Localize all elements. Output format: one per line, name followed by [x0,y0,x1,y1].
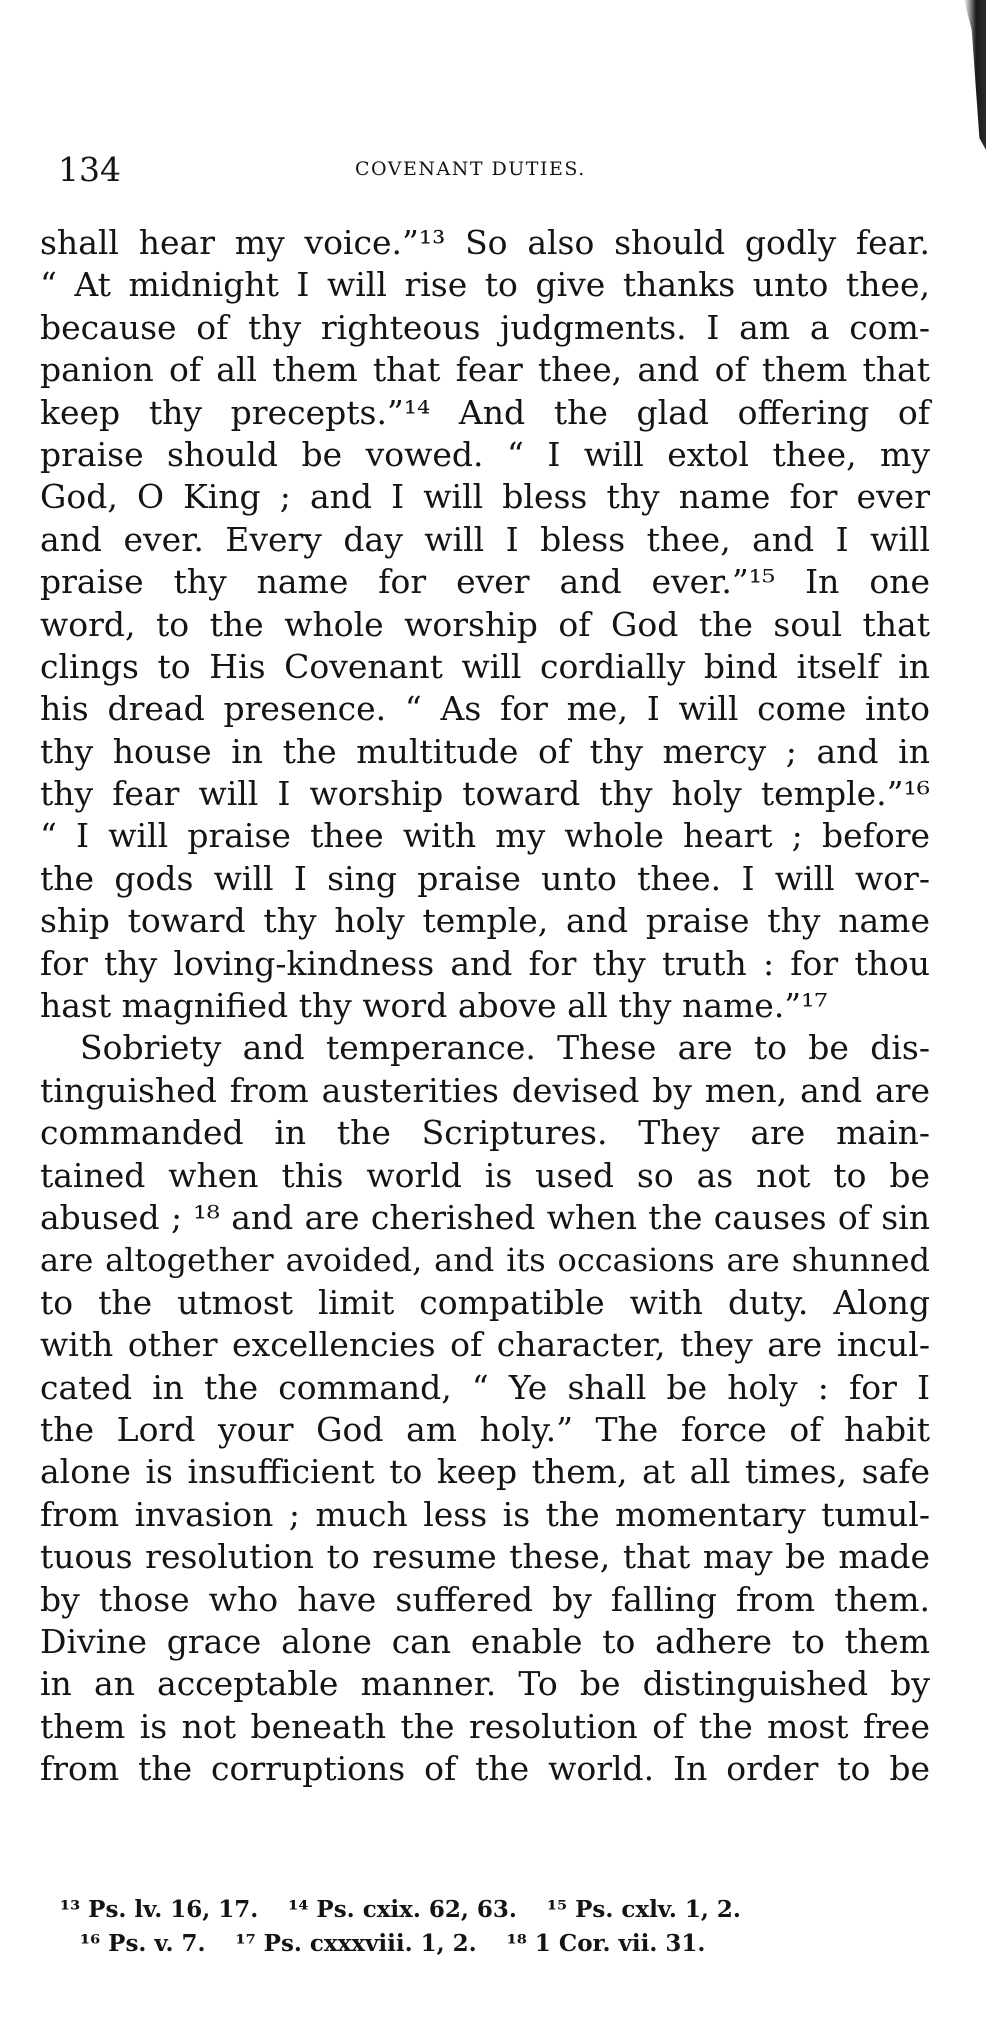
page-number: 134 [58,150,121,189]
text-line: keep thy precepts.”¹⁴ And the glad offering of [40,392,930,432]
text-line: because of thy righteous judgments. I am a com- [40,307,930,347]
text-line: with other excellencies of character, they are incul- [40,1325,930,1365]
text-line: praise thy name for ever and ever.”¹⁵ In one [40,562,930,602]
footnote-line [60,1893,910,1927]
text-line: God, O King ; and I will bless thy name for ever [40,477,930,517]
footnote-line [60,1927,910,1961]
text-line: from invasion ; much less is the momentary tumul- [40,1494,930,1534]
running-head [0,150,1000,190]
text-line: the Lord your God am holy.” The force of habit [40,1409,930,1449]
footnote-17: ¹⁷ Ps. cxxxviii. 1, 2. [235,1930,477,1957]
paragraph-end-line: hast magnified thy word above all thy name.”¹⁷ [40,986,828,1026]
text-line: and ever. Every day will I bless thee, and I will [40,519,930,559]
text-line: thy house in the multitude of thy mercy ; and in [40,731,930,771]
running-title: COVENANT DUTIES. [355,158,586,180]
page-edge-shadow [964,0,986,150]
text-line: tuous resolution to resume these, that may be made [40,1537,930,1577]
footnotes [60,1893,910,1961]
text-line: “ I will praise thee with my whole heart ; before [40,816,930,856]
text-line: ship toward thy holy temple, and praise thy name [40,901,930,941]
footnote-14: ¹⁴ Ps. cxix. 62, 63. [288,1896,517,1923]
text-line: to the utmost limit compatible with duty. Along [40,1282,930,1322]
text-line: clings to His Covenant will cordially bind itself in [40,646,930,686]
footnote-18: ¹⁸ 1 Cor. vii. 31. [506,1930,706,1957]
text-line: panion of all them that fear thee, and of them that [40,350,930,390]
text-line: “ At midnight I will rise to give thanks unto thee, [40,265,930,305]
text-line: abused ; ¹⁸ and are cherished when the causes of sin [40,1197,930,1237]
text-line: commanded in the Scriptures. They are main- [40,1113,930,1153]
body-text [40,222,930,1790]
text-line: alone is insufficient to keep them, at all times, safe [40,1452,930,1492]
text-line: tained when this world is used so as not to be [40,1155,930,1195]
footnote-16: ¹⁶ Ps. v. 7. [80,1930,206,1957]
text-line: cated in the command, “ Ye shall be holy : for I [40,1367,930,1407]
footnote-13: ¹³ Ps. lv. 16, 17. [60,1896,259,1923]
text-line: word, to the whole worship of God the soul that [40,604,930,644]
text-line: praise should be vowed. “ I will extol thee, my [40,434,930,474]
text-line: in an acceptable manner. To be distinguished by [40,1664,930,1704]
text-line: the gods will I sing praise unto thee. I will wor- [40,858,930,898]
footnote-15: ¹⁵ Ps. cxlv. 1, 2. [546,1896,741,1923]
text-line: for thy loving-kindness and for thy truth : for thou [40,943,930,983]
paragraph-start-line: Sobriety and temperance. These are to be dis- [80,1028,930,1068]
text-line: thy fear will I worship toward thy holy temple.”¹⁶ [40,774,930,814]
text-line: from the corruptions of the world. In order to be [40,1749,930,1789]
text-line: tinguished from austerities devised by men, and are [40,1070,930,1110]
text-line: his dread presence. “ As for me, I will come into [40,689,930,729]
text-line: Divine grace alone can enable to adhere to them [40,1621,930,1661]
text-line: shall hear my voice.”¹³ So also should godly fear. [40,223,930,262]
text-line: are altogether avoided, and its occasions are shunned [40,1241,930,1280]
text-line: them is not beneath the resolution of the most free [40,1706,930,1746]
text-line: by those who have suffered by falling from them. [40,1579,930,1619]
